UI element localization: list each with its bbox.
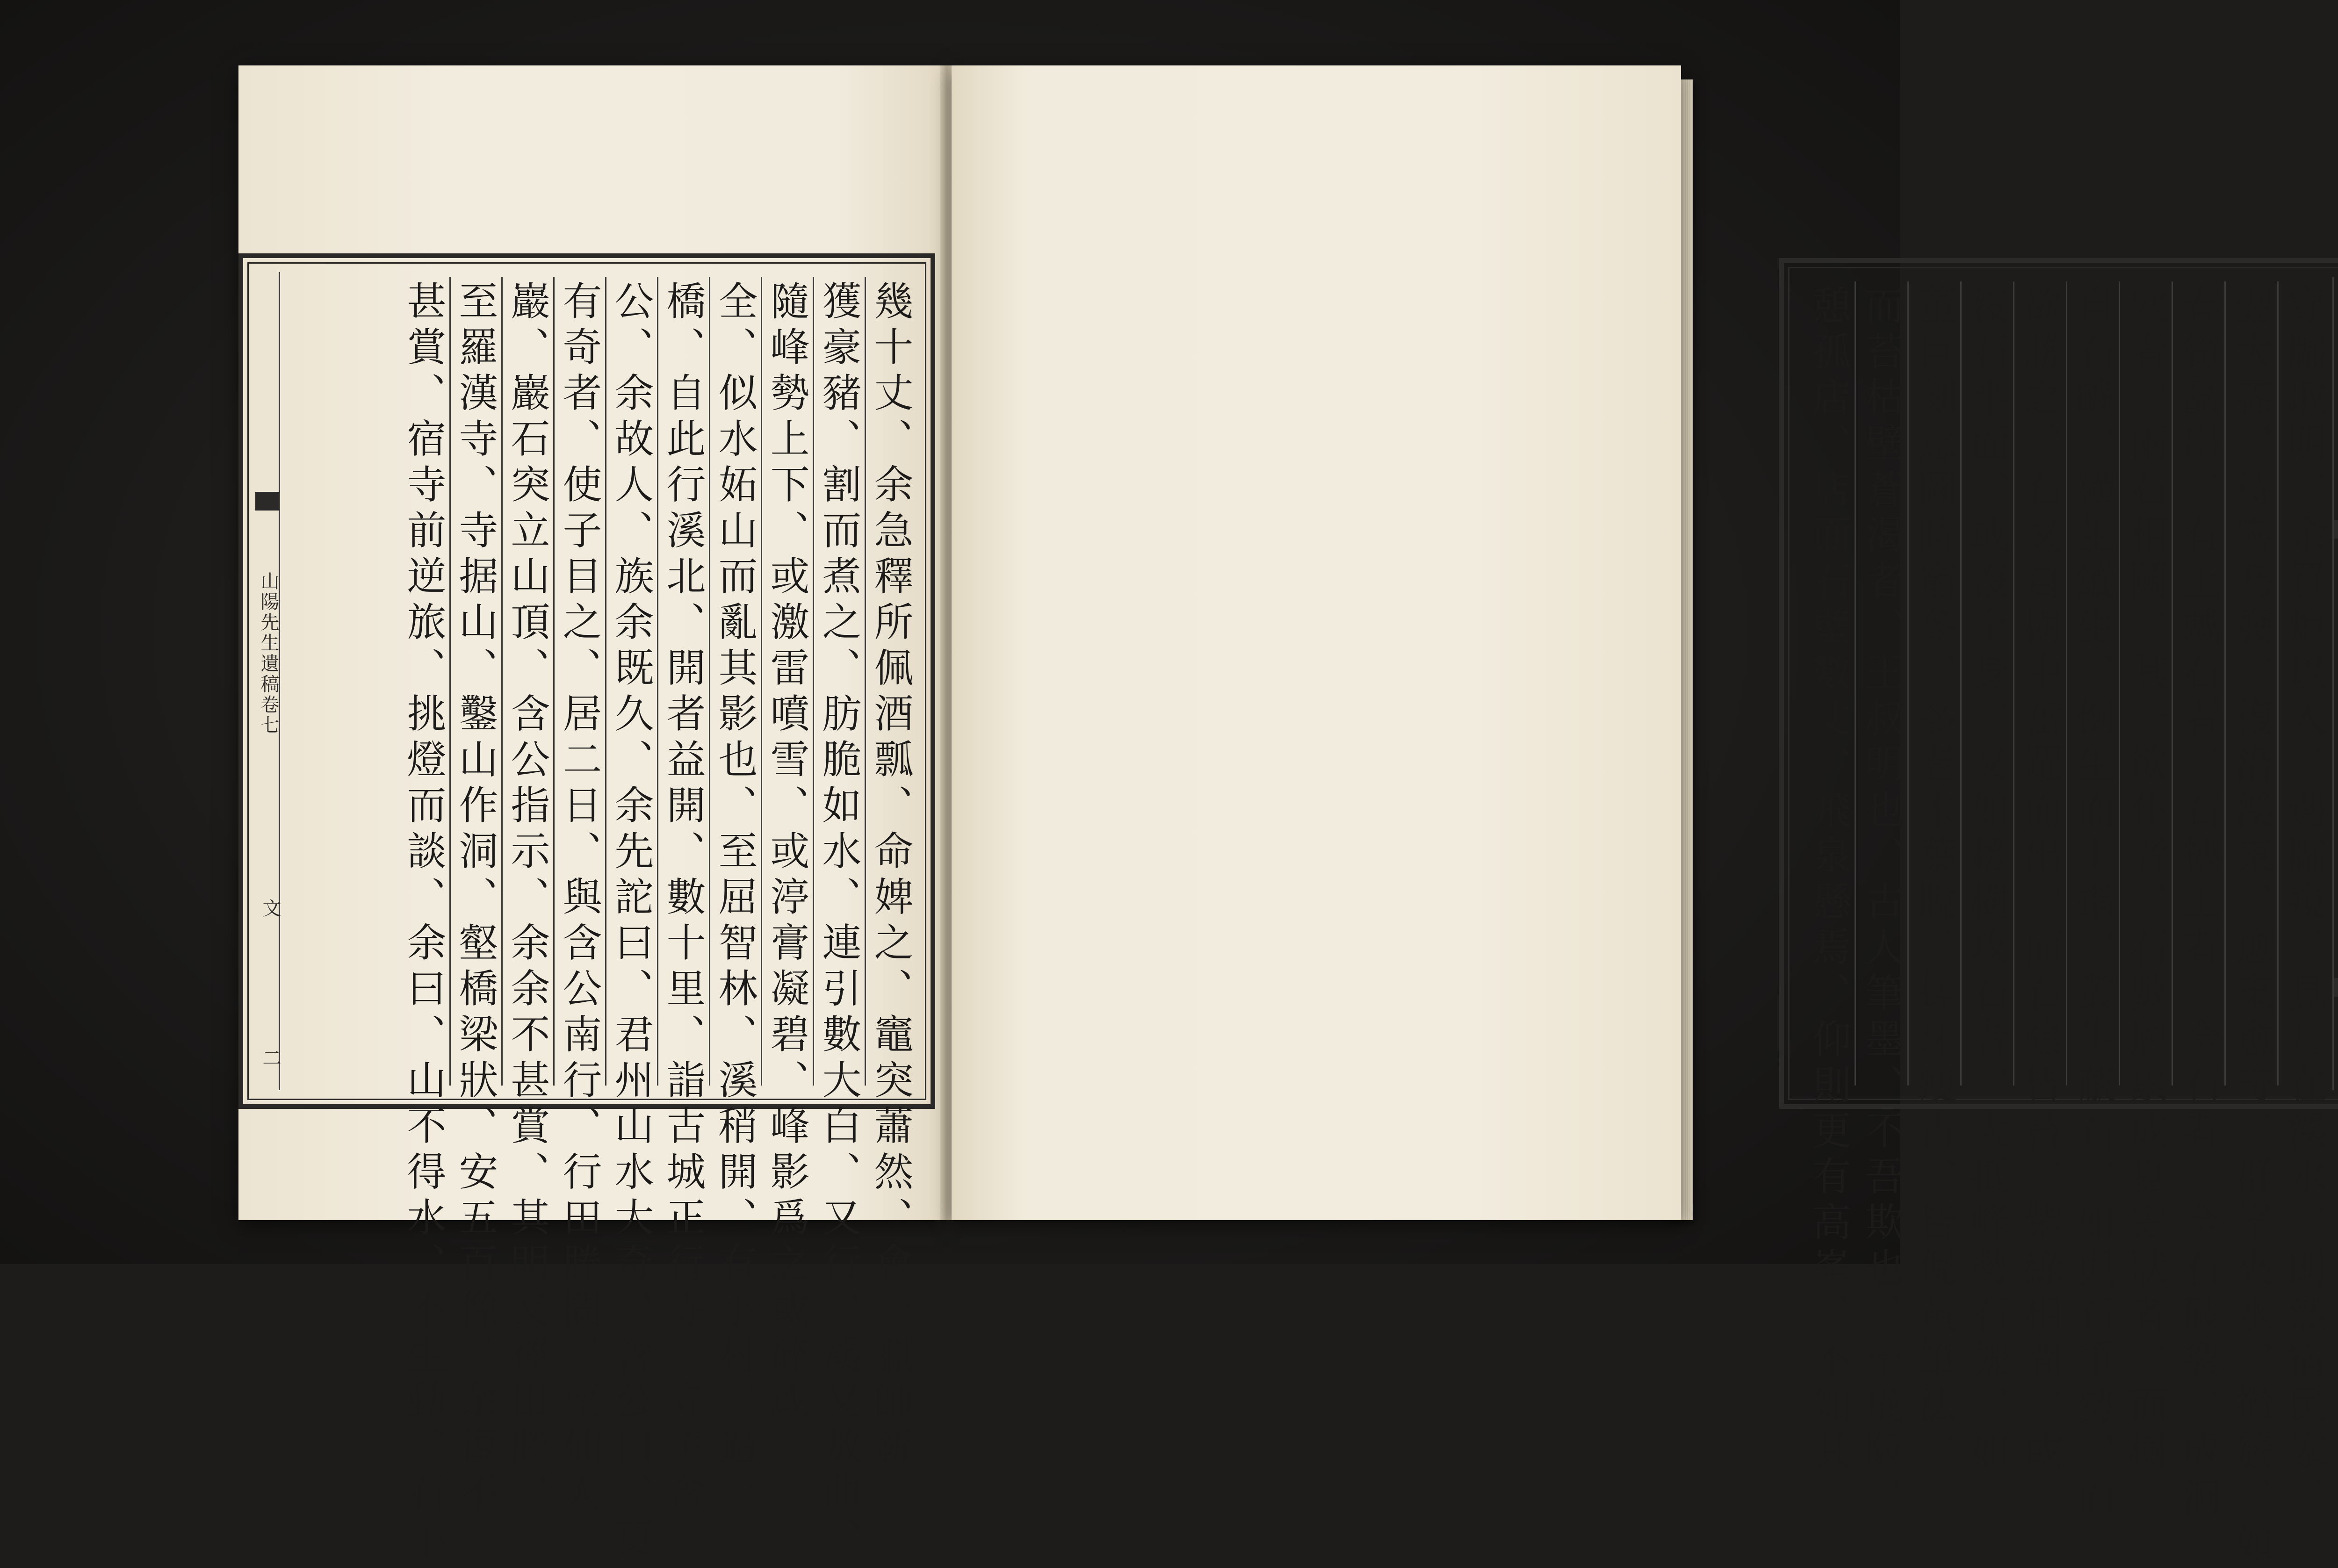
text-column: 有奇者、使子目之、居二日、與含公南行、行田塍間、至仙人 — [553, 277, 605, 1086]
text-column: 欲勝之、石又自樹中奮躍而出、而石陰皆苔、紫綠相間、或 — [2013, 281, 2066, 1086]
left-margin-section: 文 — [260, 899, 281, 917]
left-text-columns — [281, 277, 916, 1563]
right-margin-strip — [2332, 277, 2338, 1090]
text-column: 翌大霧、待霽乃發、復沿溪東、愈東愈奇、群峯夾水、攢簇、如 — [2224, 281, 2277, 1086]
open-book — [238, 65, 2327, 1568]
text-column: 自石罅、橫生縱生、倒生而上指、叢生蔽石、如與石爭勢、而 — [2066, 281, 2119, 1086]
text-column: 憩孤店、店面石壁數丈、飛泉懸焉、仰則更有高峯、不知其 — [1806, 285, 1852, 1476]
left-margin-strip — [255, 272, 280, 1090]
fishtail-mark-bottom — [2334, 978, 2338, 997]
text-column: 幾十丈、余急釋所佩酒瓢、命婢之、竈突蕭然、會一獵師新 — [865, 277, 916, 1086]
text-column: 公、余故人、族余既久、余先詑曰、君州山水大奇、含公曰、更 — [605, 277, 657, 1086]
fishtail-mark-top — [2334, 520, 2338, 539]
right-page — [952, 65, 2327, 1568]
text-column: 春筍矗出、有土戴石者、石挾土者、全石者、全石破裂、成洞 — [2172, 281, 2224, 1086]
fishtail-mark-top — [255, 492, 279, 511]
text-column: 穴者、兩石相鬬、其一欲仆者、石數層累成夏雲狀者、而樹 — [2119, 281, 2172, 1086]
text-column: 橋、自此行溪北、開者益開、數十里、詣古城正行寺、寺主含 — [657, 277, 709, 1086]
right-text-frame — [1779, 258, 2338, 1568]
text-column: 獲豪豬、割而煮之、肪脆如水、連引數大白、又行、溪又數曲、 — [813, 277, 865, 1086]
text-column: 巖、巖石突立山頂、含公指示、余余不甚賞、其明又徑田塍、 — [501, 277, 553, 1086]
left-text-frame — [238, 253, 935, 1563]
text-column: 而苔枯壁蒼渴者、王叔明也、古人筆墨、不吾欺也、至埖阪、 — [1855, 281, 1907, 1086]
text-column: 甚賞、宿寺前逆旅、挑燈而談、余曰、山不得水、不生動、石不 — [401, 281, 447, 1563]
left-margin-title: 山陽先生遺稿卷七 — [258, 571, 279, 736]
left-page — [238, 65, 943, 1563]
text-column: 全、似水妬山而亂其影也、至屈智林、溪稍開、有小村、過一 — [709, 277, 761, 1086]
text-column: 隨峰勢上下、或激雷噴雪、或渟膏凝碧、峰影爲之或碎或 — [761, 277, 813, 1086]
right-margin-title — [2336, 557, 2338, 722]
left-page-number: 二 — [260, 1048, 281, 1067]
text-column: 董巨刻意圖時窮冬、多老木葉脫、搓牙瘦古、皆倪黃筆法、 — [1907, 281, 1960, 1086]
text-column: 穿牖取明、余買炬以入、遇牖窺、見月在溪水、朗然宿民家、 — [2277, 281, 2330, 1086]
text-column: 沒石半面、或沒全身、又如援樹攻石者、大抵峰勢石皴、如 — [1960, 281, 2013, 1086]
right-text-columns — [1793, 281, 2330, 1568]
text-column: 至羅漢寺、寺据山、鑿山作洞、壑橋梁狀、安五百像、余復不 — [449, 277, 501, 1086]
